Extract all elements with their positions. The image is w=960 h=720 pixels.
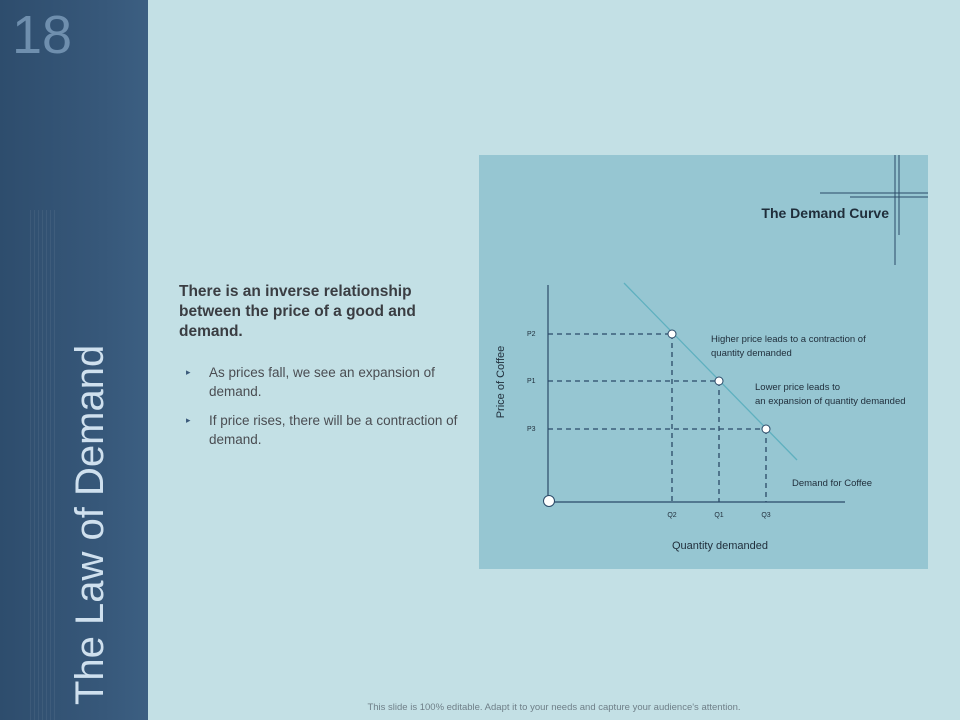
- heading: There is an inverse relationship between the price of a good and demand.: [179, 283, 416, 340]
- y-tick-label: P1: [527, 378, 536, 385]
- bullet-list: [186, 363, 471, 459]
- series-label: Demand for Coffee: [792, 478, 873, 489]
- bullet-arrow-icon: ▸: [186, 367, 191, 377]
- x-axis-label: Quantity demanded: [671, 540, 769, 552]
- axis-origin-marker: [544, 496, 555, 507]
- x-tick-label: Q3: [761, 512, 771, 519]
- y-tick-label: P3: [527, 426, 536, 433]
- slide-number: 18: [12, 5, 73, 65]
- chart-ticks: [527, 331, 771, 519]
- annotation-expansion: Lower price leads to an expansion of quantity demanded: [755, 382, 906, 407]
- x-tick-label: Q1: [714, 512, 724, 519]
- demand-curve-line: [624, 283, 797, 460]
- sidebar-stripes: [30, 210, 56, 720]
- y-axis-label: Price of Coffee: [495, 345, 507, 419]
- data-point: [668, 330, 676, 338]
- bullet-text: As prices fall, we see an expansion of demand.: [209, 365, 435, 399]
- sidebar: [0, 0, 148, 720]
- data-point: [715, 377, 723, 385]
- bullet-item: [186, 411, 471, 449]
- chart-panel: [479, 155, 928, 569]
- slide-title: The Law of Demand: [68, 344, 112, 705]
- chart-title: The Demand Curve: [761, 205, 889, 221]
- bullet-text: If price rises, there will be a contraction of demand.: [209, 413, 458, 447]
- annotation-contraction: Higher price leads to a contraction of quantity demanded: [711, 334, 866, 359]
- data-point: [762, 425, 770, 433]
- footer-note: This slide is 100% editable. Adapt it to your needs and capture your audience's attention.: [367, 702, 741, 713]
- demand-curve-chart: [479, 155, 928, 569]
- bullet-arrow-icon: ▸: [186, 415, 191, 425]
- chart-guides: [548, 334, 766, 502]
- y-tick-label: P2: [527, 331, 536, 338]
- x-tick-label: Q2: [667, 512, 677, 519]
- bullet-item: [186, 363, 471, 401]
